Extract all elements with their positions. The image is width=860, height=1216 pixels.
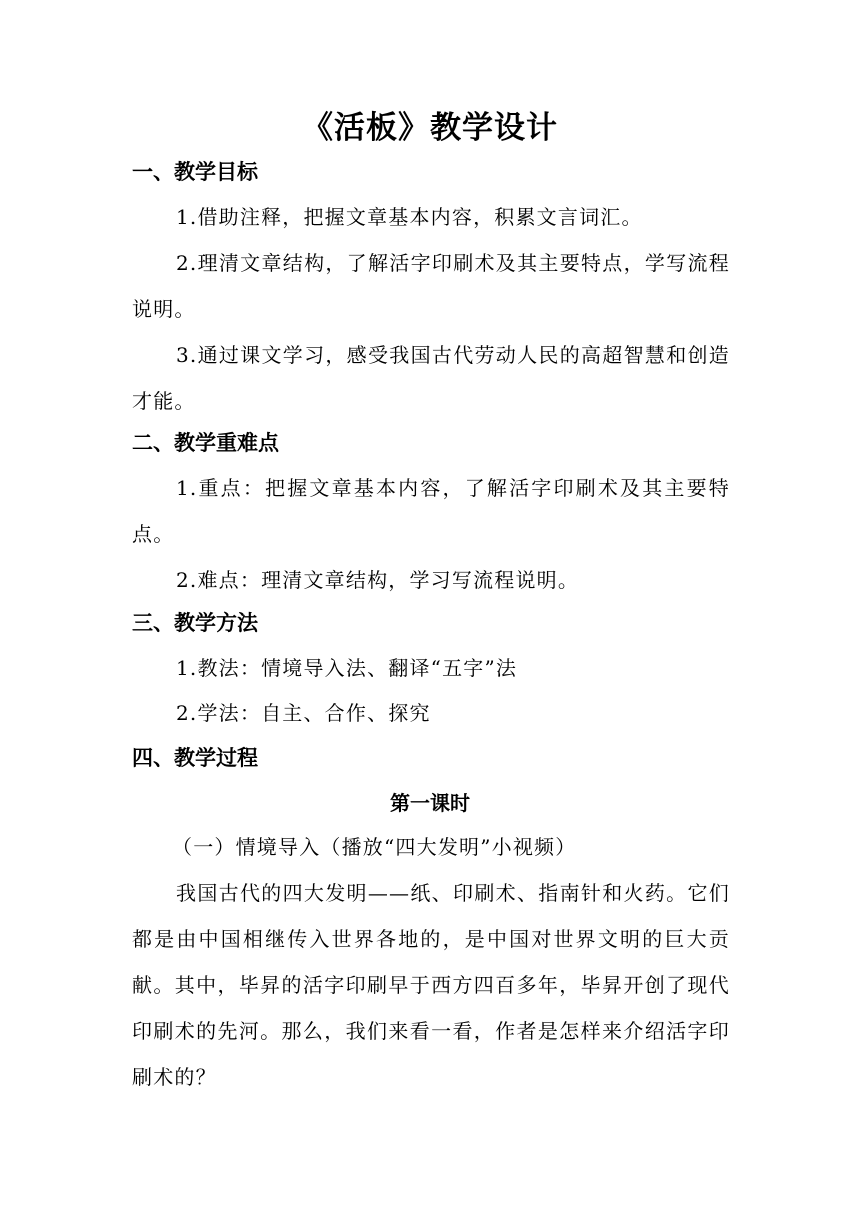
section-heading-methods: 三、教学方法 (132, 611, 258, 635)
method-item-2: 2.学法：自主、合作、探究 (176, 701, 431, 725)
goal-item-3: 3.通过课文学习，感受我国古代劳动人民的高超智慧和创造才能。 (132, 343, 730, 413)
key-item-2: 2.难点：理清文章结构，学习写流程说明。 (176, 568, 580, 592)
goal-item-1: 1.借助注释，把握文章基本内容，积累文言词汇。 (176, 205, 643, 229)
section-heading-goals: 一、教学目标 (132, 160, 258, 184)
section-heading-keys: 二、教学重难点 (132, 431, 279, 455)
step-title: （一）情境导入（播放“四大发明”小视频） (172, 835, 577, 859)
step-paragraph: 我国古代的四大发明——纸、印刷术、指南针和火药。它们都是由中国相继传入世界各地的，是中国对世界文明的巨大贡献。其中，毕昇的活字印刷早于西方四百多年，毕昇开创了现代印刷术的先河。那么，我们来看一看，作者是怎样来介绍活字印刷术的？ (132, 881, 730, 1089)
goal-item-2: 2.理清文章结构，了解活字印刷术及其主要特点，学写流程说明。 (132, 251, 730, 321)
section-heading-process: 四、教学过程 (132, 746, 258, 770)
document-title: 《活板》教学设计 (302, 110, 558, 146)
method-item-1: 1.教法：情境导入法、翻译“五字”法 (176, 656, 518, 680)
key-item-1: 1.重点：把握文章基本内容，了解活字印刷术及其主要特点。 (132, 476, 730, 546)
lesson-title: 第一课时 (390, 791, 470, 815)
